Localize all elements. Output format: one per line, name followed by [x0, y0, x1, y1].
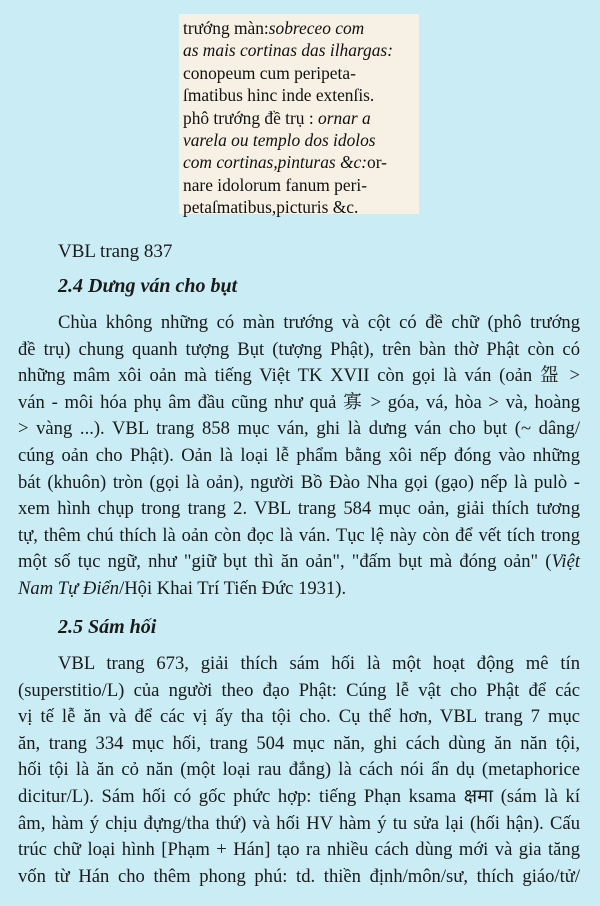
text-line: Chùa không những có màn trướng và cột có đề chữ (phô trướng — [58, 312, 580, 333]
scan-line: trướng màn:sobreceo com — [183, 18, 365, 38]
image-caption: VBL trang 837 — [58, 241, 173, 262]
text-line: âm, hàm ý chịu đựng/tha thứ) và hối HV hàm ý tu sửa lại (hối hận). Cấu — [18, 812, 580, 834]
text-line: vị tế lễ ăn và để các vị ấy tha tội cho. Cụ thể hơn, VBL trang 7 mục — [18, 706, 580, 728]
text-line: một số tục ngữ, như "giữ bụt thì ăn oản", "đấm bụt mà đóng oản" (Việt — [18, 551, 580, 573]
scan-line: ſmatibus hinc inde extenſis. — [183, 85, 375, 106]
section-heading: 2.4 Dưng ván cho bụt — [58, 275, 238, 297]
scan-line: conopeum cum peripeta- — [183, 62, 356, 83]
scan-line: varela ou templo dos idolos — [183, 129, 376, 150]
scan-line: nare idolorum fanum peri- — [183, 174, 367, 195]
text-line: VBL trang 673, giải thích sám hối là một hoạt động mê tín — [58, 653, 580, 674]
body-paragraph — [18, 310, 580, 603]
text-line: đề trụ) chung quanh tượng Bụt (tượng Phật), trên bàn thờ Phật còn có — [18, 338, 580, 360]
source-title: Nam Tự Điển — [18, 577, 120, 599]
section-heading: 2.5 Sám hối — [58, 616, 157, 638]
scan-line: com cortinas,pinturas &c:or- — [183, 152, 387, 173]
text-line: (superstitio/L) của người theo đạo Phật: Cúng lễ vật cho Phật để các — [18, 679, 580, 701]
text-line: cúng oản cho Phật). Oản là loại lễ phẩm bằng xôi nếp đóng vào những — [18, 444, 580, 466]
source-title: Việt — [551, 551, 580, 573]
scanned-dictionary-excerpt — [179, 14, 419, 218]
text-line: ăn, trang 334 mục hối, trang 504 mục năn, ghi cách dùng ăn năn tội, — [18, 732, 580, 754]
text-line: vốn từ Hán cho thêm phong phú: td. thiền định/môn/sư, thích giáo/tử/ — [18, 865, 580, 887]
scan-line: petaſmatibus,picturis &c. — [183, 197, 359, 218]
text-line: bát (khuôn) tròn (gọi là oản), người Bồ Đào Nha gọi (gạo) nếp là pulò - — [18, 471, 580, 493]
text-line: dicitur/L). Sám hối có gốc phức hợp: tiếng Phạn ksama क्षमा (sám là kí — [18, 785, 580, 807]
text-line: Nam Tự Điển/Hội Khai Trí Tiến Đức 1931). — [18, 577, 347, 599]
text-line: trúc chữ loại hình [Phạm + Hán] tạo ra nhiều cách dùng mới và gia tăng — [18, 839, 580, 861]
text-line: > vàng ...). VBL trang 858 mục ván, ghi là dưng ván cho bụt (~ dâng/ — [18, 418, 580, 440]
text-line: những mâm xôi oản mà tiếng Việt TK XVII còn gọi là ván (oản 盌 > — [18, 365, 580, 387]
text-line: ván - môi hóa phụ âm đầu cũng như quả 寡 > góa, vá, hòa > và, hoàng — [18, 391, 580, 413]
scan-line: phô trướng đề trụ : ornar a — [183, 107, 371, 128]
text-line: xem hình chụp trong trang 2. VBL trang 584 mục oản, giải thích tương — [18, 498, 580, 520]
body-paragraph — [18, 651, 580, 890]
text-line: hối tội là ăn cỏ năn (một loại rau đắng) là cách nói ẩn dụ (metaphorice — [18, 759, 580, 781]
scan-line: as mais cortinas das ilhargas: — [183, 40, 393, 61]
text-line: tự, thêm chú thích là oản còn đọc là ván. Tục lệ này còn để vết tích trong — [18, 524, 580, 546]
